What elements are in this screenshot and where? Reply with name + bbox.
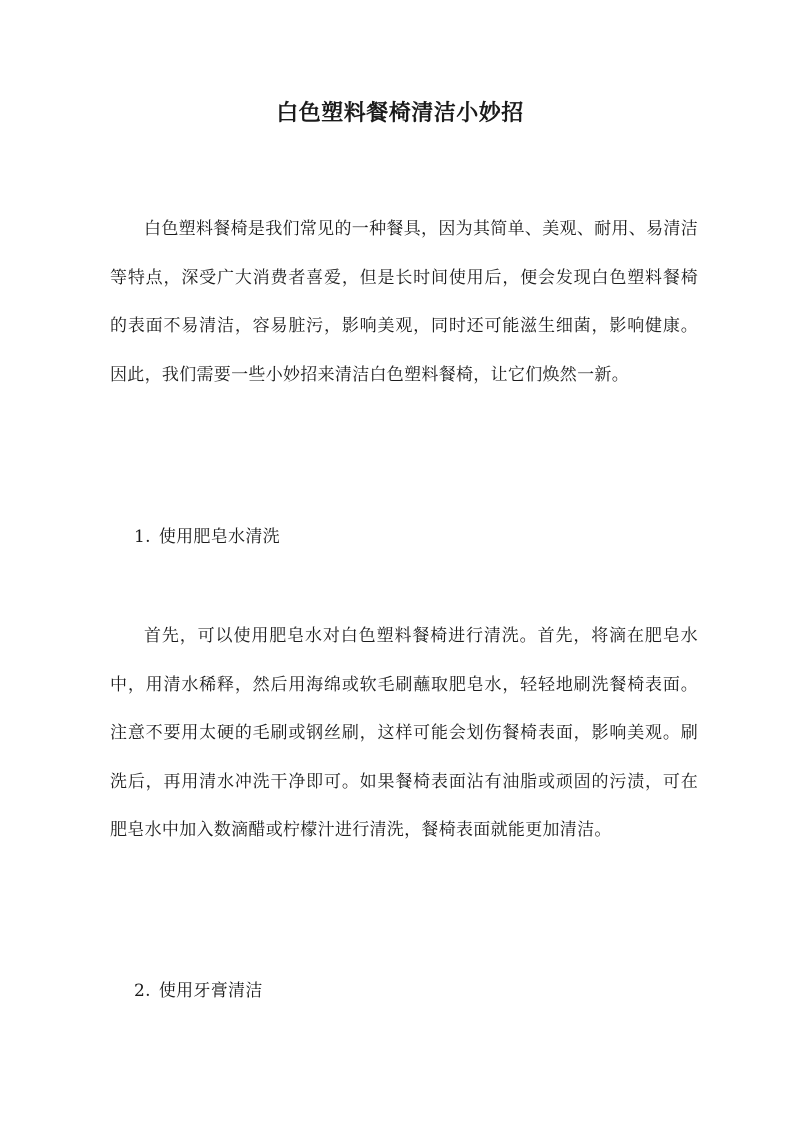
section-heading-text: 使用牙膏清洁 xyxy=(158,981,263,1001)
section-heading-2 xyxy=(134,976,263,1001)
document-title: 白色塑料餐椅清洁小妙招 xyxy=(276,100,524,126)
intro-paragraph: 白色塑料餐椅是我们常见的一种餐具，因为其简单、美观、耐用、易清洁等特点，深受广大消费者喜爱，但是长时间使用后，便会发现白色塑料餐椅的表面不易清洁，容易脏污，影响美观，同时还可能滋生细菌，影响健康。因此，我们需要一些小妙招来清洁白色塑料餐椅，让它们焕然一新。 xyxy=(110,219,698,385)
section-number: 2. xyxy=(134,981,151,1001)
section-heading-text: 使用肥皂水清洗 xyxy=(158,527,280,547)
section-number: 1. xyxy=(134,527,151,547)
section-heading-1 xyxy=(134,522,280,547)
section-1-paragraph: 首先，可以使用肥皂水对白色塑料餐椅进行清洗。首先，将滴在肥皂水中，用清水稀释，然后用海绵或软毛刷蘸取肥皂水，轻轻地刷洗餐椅表面。注意不要用太硬的毛刷或钢丝刷，这样可能会划伤餐椅表面，影响美观。刷洗后，再用清水冲洗干净即可。如果餐椅表面沾有油脂或顽固的污渍，可在肥皂水中加入数滴醋或柠檬汁进行清洗，餐椅表面就能更加清洁。 xyxy=(110,626,698,840)
